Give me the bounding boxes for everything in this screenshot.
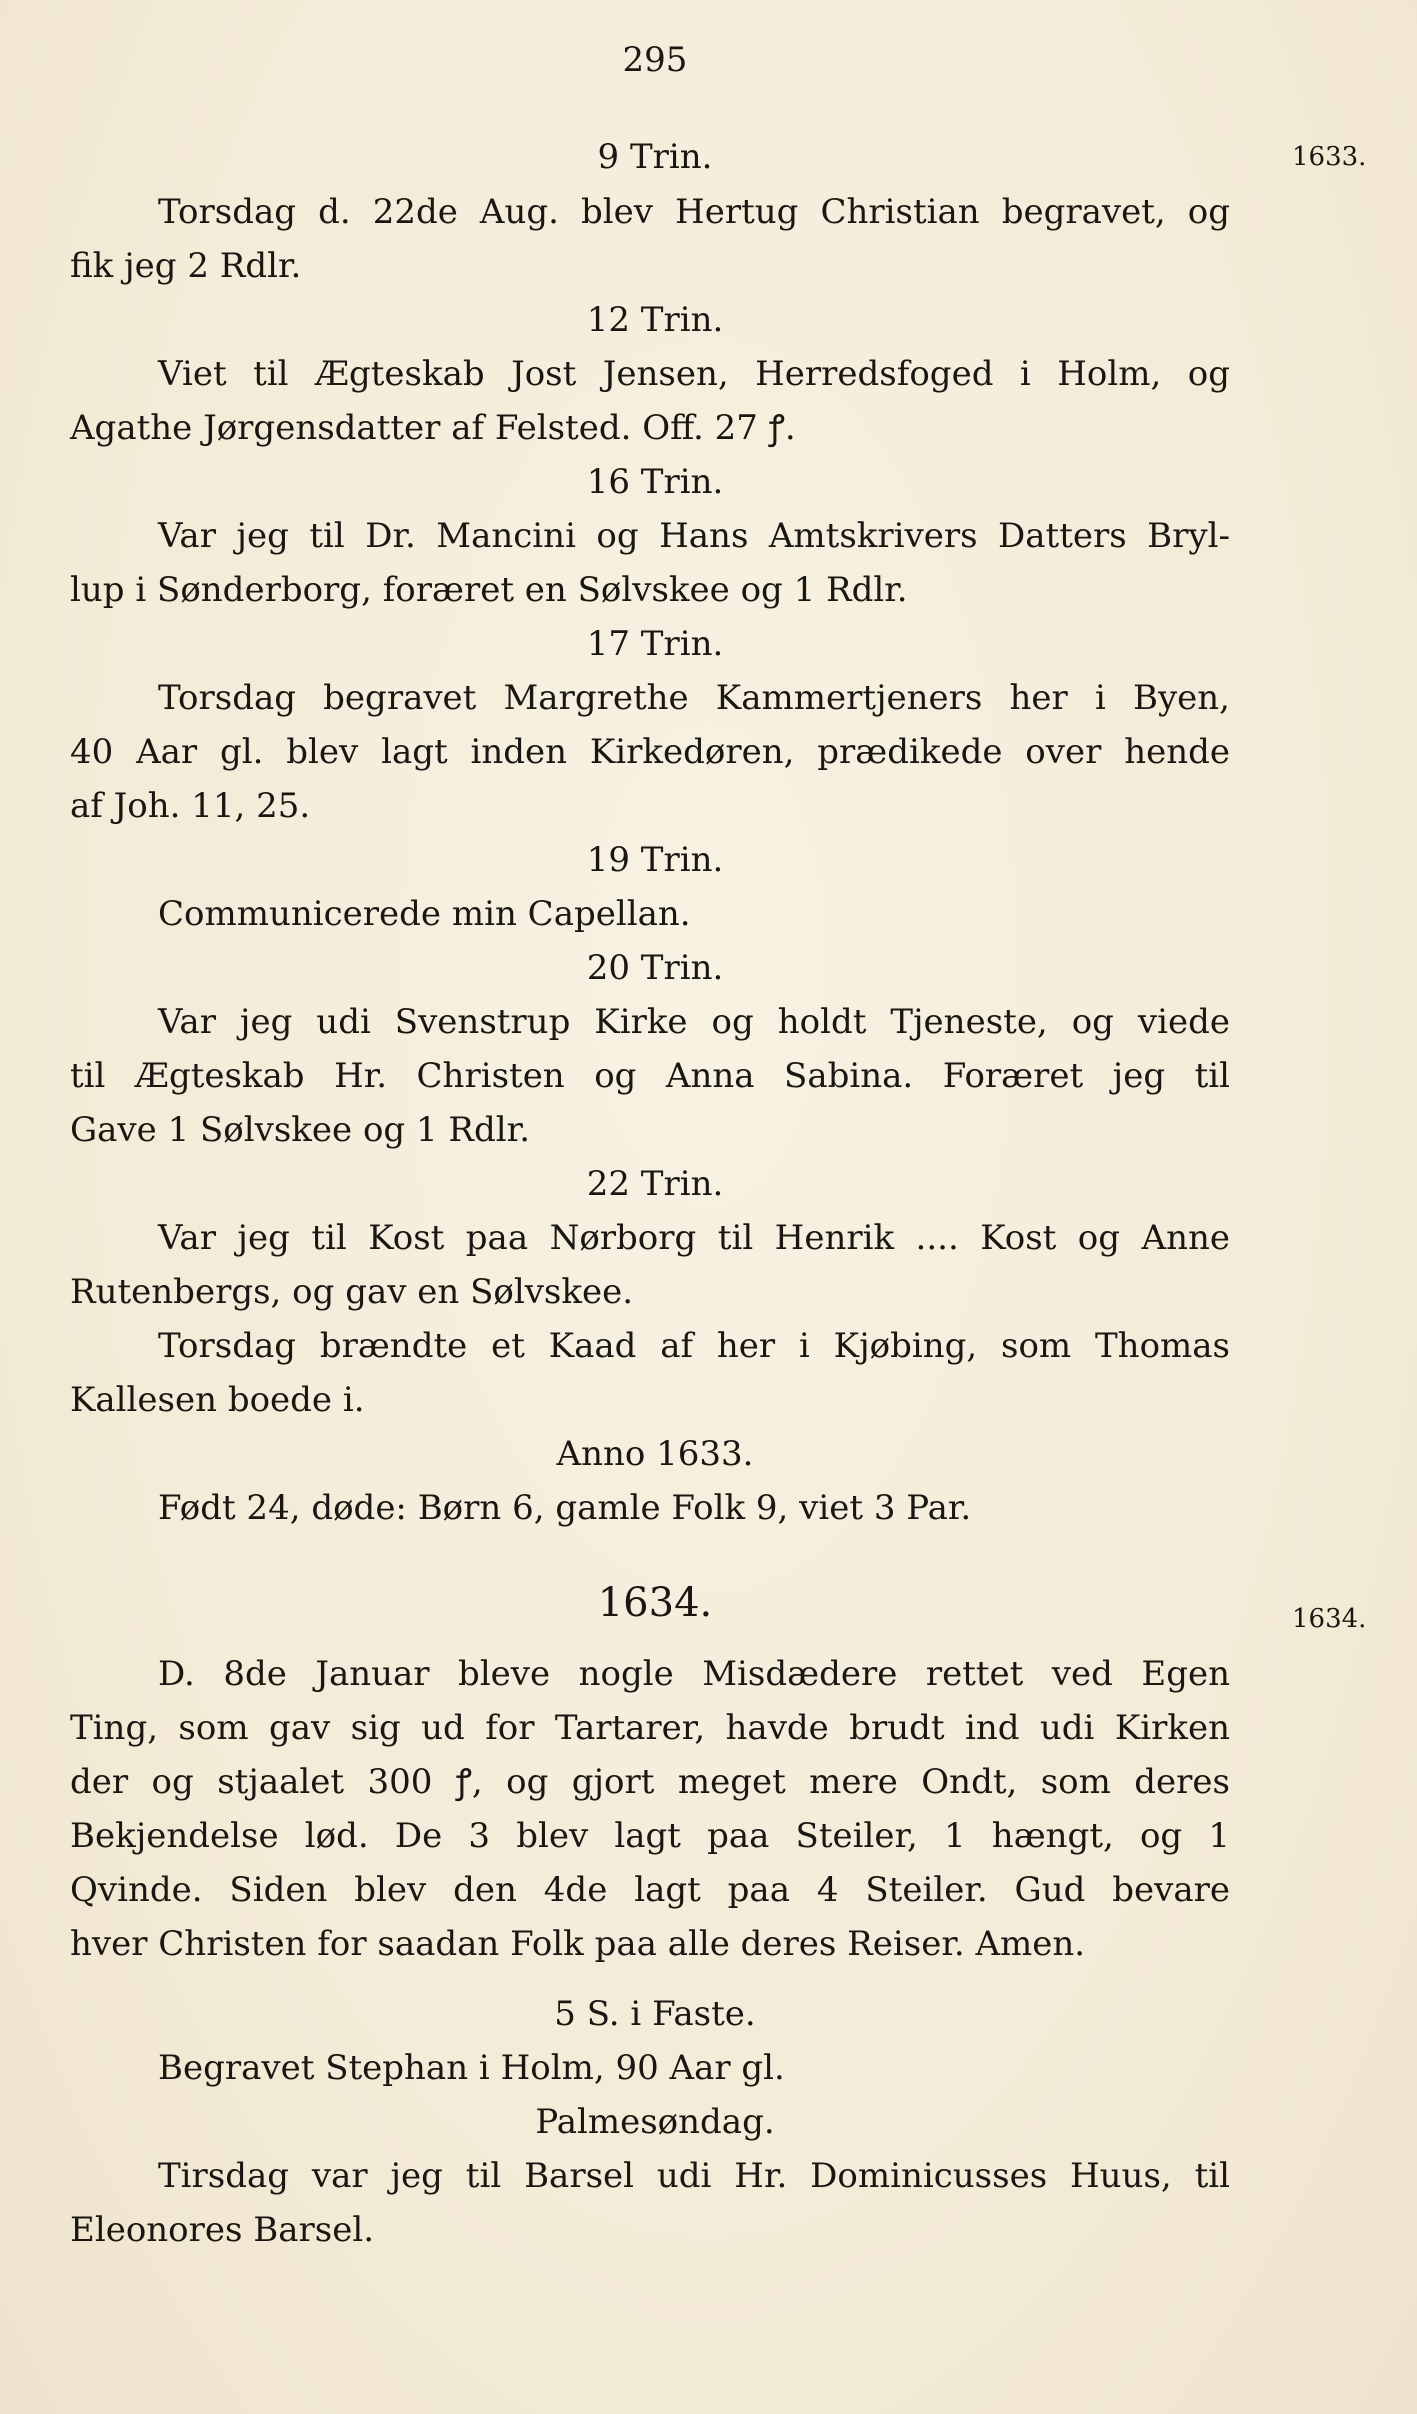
text-line: Tirsdag var jeg til Barsel udi Hr. Dominicusses Huus, til (158, 2156, 1230, 2196)
text-line: Agathe Jørgensdatter af Felsted. Off. 27 ꝭ. (70, 408, 796, 448)
text-line: der og stjaalet 300 ꝭ, og gjort meget mere Ondt, som deres (70, 1762, 1230, 1802)
section-heading: 5 S. i Faste. (554, 1994, 756, 2034)
section-heading: Anno 1633. (556, 1434, 754, 1474)
page-number: 295 (622, 40, 688, 80)
text-line: Bekjendelse lød. De 3 blev lagt paa Steiler, 1 hængt, og 1 (70, 1816, 1230, 1856)
text-line: Var jeg til Kost paa Nørborg til Henrik .... Kost og Anne (158, 1218, 1230, 1258)
text-line: Viet til Ægteskab Jost Jensen, Herredsfoged i Holm, og (158, 354, 1230, 394)
margin-year-note: 1634. (1292, 1604, 1367, 1634)
text-line: Torsdag begravet Margrethe Kammertjeners her i Byen, (158, 678, 1230, 718)
section-heading: 16 Trin. (586, 462, 724, 502)
text-line: Rutenbergs, og gav en Sølvskee. (70, 1272, 634, 1312)
text-line: Torsdag d. 22de Aug. blev Hertug Christian begravet, og (158, 192, 1230, 232)
section-heading: 9 Trin. (597, 137, 713, 177)
text-line: fik jeg 2 Rdlr. (70, 246, 302, 286)
text-line: Født 24, døde: Børn 6, gamle Folk 9, viet 3 Par. (158, 1488, 972, 1528)
text-line: lup i Sønderborg, foræret en Sølvskee og 1 Rdlr. (70, 570, 908, 610)
section-heading: 22 Trin. (586, 1164, 724, 1204)
text-line: Communicerede min Capellan. (158, 894, 691, 934)
text-line: Eleonores Barsel. (70, 2210, 375, 2250)
text-line: Qvinde. Siden blev den 4de lagt paa 4 Steiler. Gud bevare (70, 1870, 1230, 1910)
text-line: D. 8de Januar bleve nogle Misdædere rettet ved Egen (158, 1654, 1230, 1694)
text-line: hver Christen for saadan Folk paa alle deres Reiser. Amen. (70, 1924, 1086, 1964)
margin-year-note: 1633. (1292, 142, 1367, 172)
text-line: Torsdag brændte et Kaad af her i Kjøbing, som Thomas (158, 1326, 1230, 1366)
text-line: 40 Aar gl. blev lagt inden Kirkedøren, prædikede over hende (70, 732, 1230, 772)
section-heading: 19 Trin. (586, 840, 724, 880)
text-line: til Ægteskab Hr. Christen og Anna Sabina. Foræret jeg til (70, 1056, 1230, 1096)
text-line: Ting, som gav sig ud for Tartarer, havde brudt ind udi Kirken (70, 1708, 1230, 1748)
section-heading: Palmesøndag. (535, 2102, 775, 2142)
text-line: Var jeg udi Svenstrup Kirke og holdt Tjeneste, og viede (158, 1002, 1230, 1042)
section-heading: 20 Trin. (586, 948, 724, 988)
text-line: Gave 1 Sølvskee og 1 Rdlr. (70, 1110, 530, 1150)
year-heading: 1634. (597, 1580, 713, 1626)
text-line: Var jeg til Dr. Mancini og Hans Amtskrivers Datters Bryl- (158, 516, 1230, 556)
text-line: Kallesen boede i. (70, 1380, 365, 1420)
section-heading: 17 Trin. (586, 624, 724, 664)
text-line: af Joh. 11, 25. (70, 786, 311, 826)
section-heading: 12 Trin. (586, 300, 724, 340)
text-line: Begravet Stephan i Holm, 90 Aar gl. (158, 2048, 785, 2088)
